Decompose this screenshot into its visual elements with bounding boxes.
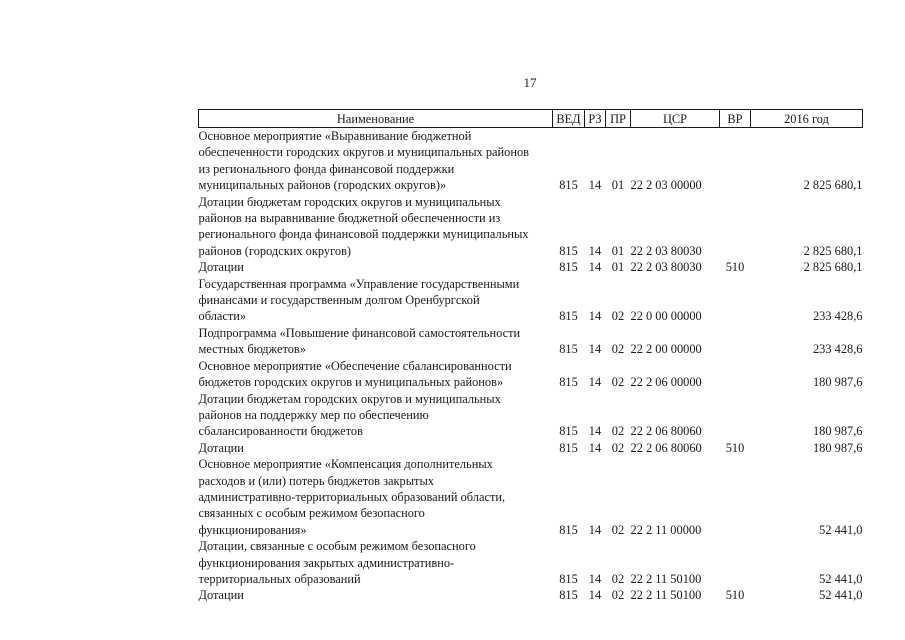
- row-pr: 01: [611, 178, 625, 193]
- header-vr: ВР: [720, 110, 751, 128]
- row-vr: [720, 358, 751, 391]
- row-sum: 2 825 680,1: [803, 243, 863, 258]
- table-row: [199, 440, 863, 456]
- row-csr: 22 2 11 50100: [630, 588, 702, 603]
- row-rz: 14: [588, 260, 602, 275]
- row-vr: [720, 391, 751, 440]
- table-body: [199, 128, 863, 604]
- row-csr: 22 2 06 00000: [630, 375, 702, 390]
- row-csr: 22 2 03 80030: [630, 243, 702, 258]
- row-pr: 01: [611, 260, 625, 275]
- row-pr: 02: [611, 342, 625, 357]
- row-name: Подпрограмма «Повышение финансовой самостоятельности местных бюджетов»: [198, 325, 521, 357]
- row-rz: 14: [588, 571, 602, 586]
- table-row: [199, 587, 863, 603]
- table-header: [199, 110, 863, 128]
- row-rz: 14: [588, 588, 602, 603]
- row-sum: 180 987,6: [812, 375, 863, 390]
- row-vr: [720, 194, 751, 260]
- row-sum: 2 825 680,1: [803, 178, 863, 193]
- row-csr: 22 2 11 00000: [630, 522, 702, 537]
- row-ved: 815: [559, 243, 578, 258]
- row-ved: 815: [559, 260, 578, 275]
- header-rz: РЗ: [585, 110, 606, 128]
- row-sum: 180 987,6: [812, 424, 863, 439]
- table-row: [199, 325, 863, 358]
- row-vr: [720, 325, 751, 358]
- row-ved: 815: [559, 178, 578, 193]
- row-vr: 510: [725, 588, 745, 603]
- row-sum: 52 441,0: [819, 571, 863, 586]
- row-csr: 22 2 00 00000: [630, 342, 702, 357]
- table-row: [199, 358, 863, 391]
- row-sum: 52 441,0: [819, 522, 863, 537]
- row-csr: 22 2 03 80030: [630, 260, 702, 275]
- row-rz: 14: [588, 178, 602, 193]
- header-ved: ВЕД: [553, 110, 585, 128]
- row-name: Основное мероприятие «Выравнивание бюджетной обеспеченности городских округов и муниципальных районов из регионального фонда финансовой поддержки муниципальных районов (городских округов)»: [198, 129, 530, 193]
- row-name: Дотации: [198, 260, 244, 275]
- row-name: Дотации бюджетам городских округов и муниципальных районов на выравнивание бюджетной обеспеченности из регионального фонда финансовой поддержки муниципальных районов (городских округов): [198, 194, 529, 258]
- header-pr: ПР: [606, 110, 631, 128]
- row-pr: 01: [611, 243, 625, 258]
- row-ved: 815: [559, 522, 578, 537]
- row-pr: 02: [611, 309, 625, 324]
- row-vr: 510: [725, 260, 745, 275]
- row-name: Дотации бюджетам городских округов и муниципальных районов на поддержку мер по обеспечению сбалансированности бюджетов: [198, 391, 501, 439]
- row-ved: 815: [559, 424, 578, 439]
- row-pr: 02: [611, 588, 625, 603]
- row-csr: 22 2 03 00000: [630, 178, 702, 193]
- header-csr: ЦСР: [631, 110, 720, 128]
- row-ved: 815: [559, 375, 578, 390]
- row-sum: 52 441,0: [819, 588, 863, 603]
- row-vr: [720, 276, 751, 325]
- row-ved: 815: [559, 588, 578, 603]
- table-row: [199, 391, 863, 440]
- row-rz: 14: [588, 342, 602, 357]
- table-row: [199, 276, 863, 325]
- row-sum: 180 987,6: [812, 440, 863, 455]
- table-row: [199, 194, 863, 260]
- row-pr: 02: [611, 440, 625, 455]
- row-rz: 14: [588, 440, 602, 455]
- row-ved: 815: [559, 309, 578, 324]
- row-pr: 02: [611, 522, 625, 537]
- row-vr: [720, 456, 751, 538]
- row-vr: [720, 128, 751, 194]
- table-row: [199, 128, 863, 194]
- table-row: [199, 538, 863, 587]
- row-sum: 233 428,6: [812, 309, 863, 324]
- row-ved: 815: [559, 571, 578, 586]
- row-pr: 02: [611, 571, 625, 586]
- row-vr: [720, 538, 751, 587]
- row-csr: 22 0 00 00000: [630, 309, 702, 324]
- row-pr: 02: [611, 424, 625, 439]
- page-number: 17: [523, 75, 537, 90]
- row-ved: 815: [559, 342, 578, 357]
- row-csr: 22 2 11 50100: [630, 571, 702, 586]
- row-name: Основное мероприятие «Обеспечение сбалансированности бюджетов городских округов и муниципальных районов»: [198, 358, 512, 390]
- row-sum: 2 825 680,1: [803, 260, 863, 275]
- row-pr: 02: [611, 375, 625, 390]
- row-rz: 14: [588, 522, 602, 537]
- row-rz: 14: [588, 309, 602, 324]
- row-name: Основное мероприятие «Компенсация дополнительных расходов и (или) потерь бюджетов закрытых административно-территориальных образований области, связанных с особым режимом безопасного функционирования»: [198, 457, 506, 537]
- row-name: Дотации: [198, 588, 244, 603]
- row-sum: 233 428,6: [812, 342, 863, 357]
- row-name: Дотации, связанные с особым режимом безопасного функционирования закрытых административно- территориальных образований: [198, 539, 476, 586]
- table-row: [199, 259, 863, 275]
- row-rz: 14: [588, 375, 602, 390]
- row-vr: 510: [725, 440, 745, 455]
- row-rz: 14: [588, 424, 602, 439]
- row-csr: 22 2 06 80060: [630, 440, 702, 455]
- row-rz: 14: [588, 243, 602, 258]
- row-ved: 815: [559, 440, 578, 455]
- row-name: Дотации: [198, 440, 244, 455]
- header-year: 2016 год: [751, 110, 863, 128]
- row-csr: 22 2 06 80060: [630, 424, 702, 439]
- row-name: Государственная программа «Управление государственными финансами и государственным долгом Оренбургской области»: [198, 276, 520, 324]
- table-row: [199, 456, 863, 538]
- budget-table: [198, 109, 863, 604]
- header-name: Наименование: [199, 110, 553, 128]
